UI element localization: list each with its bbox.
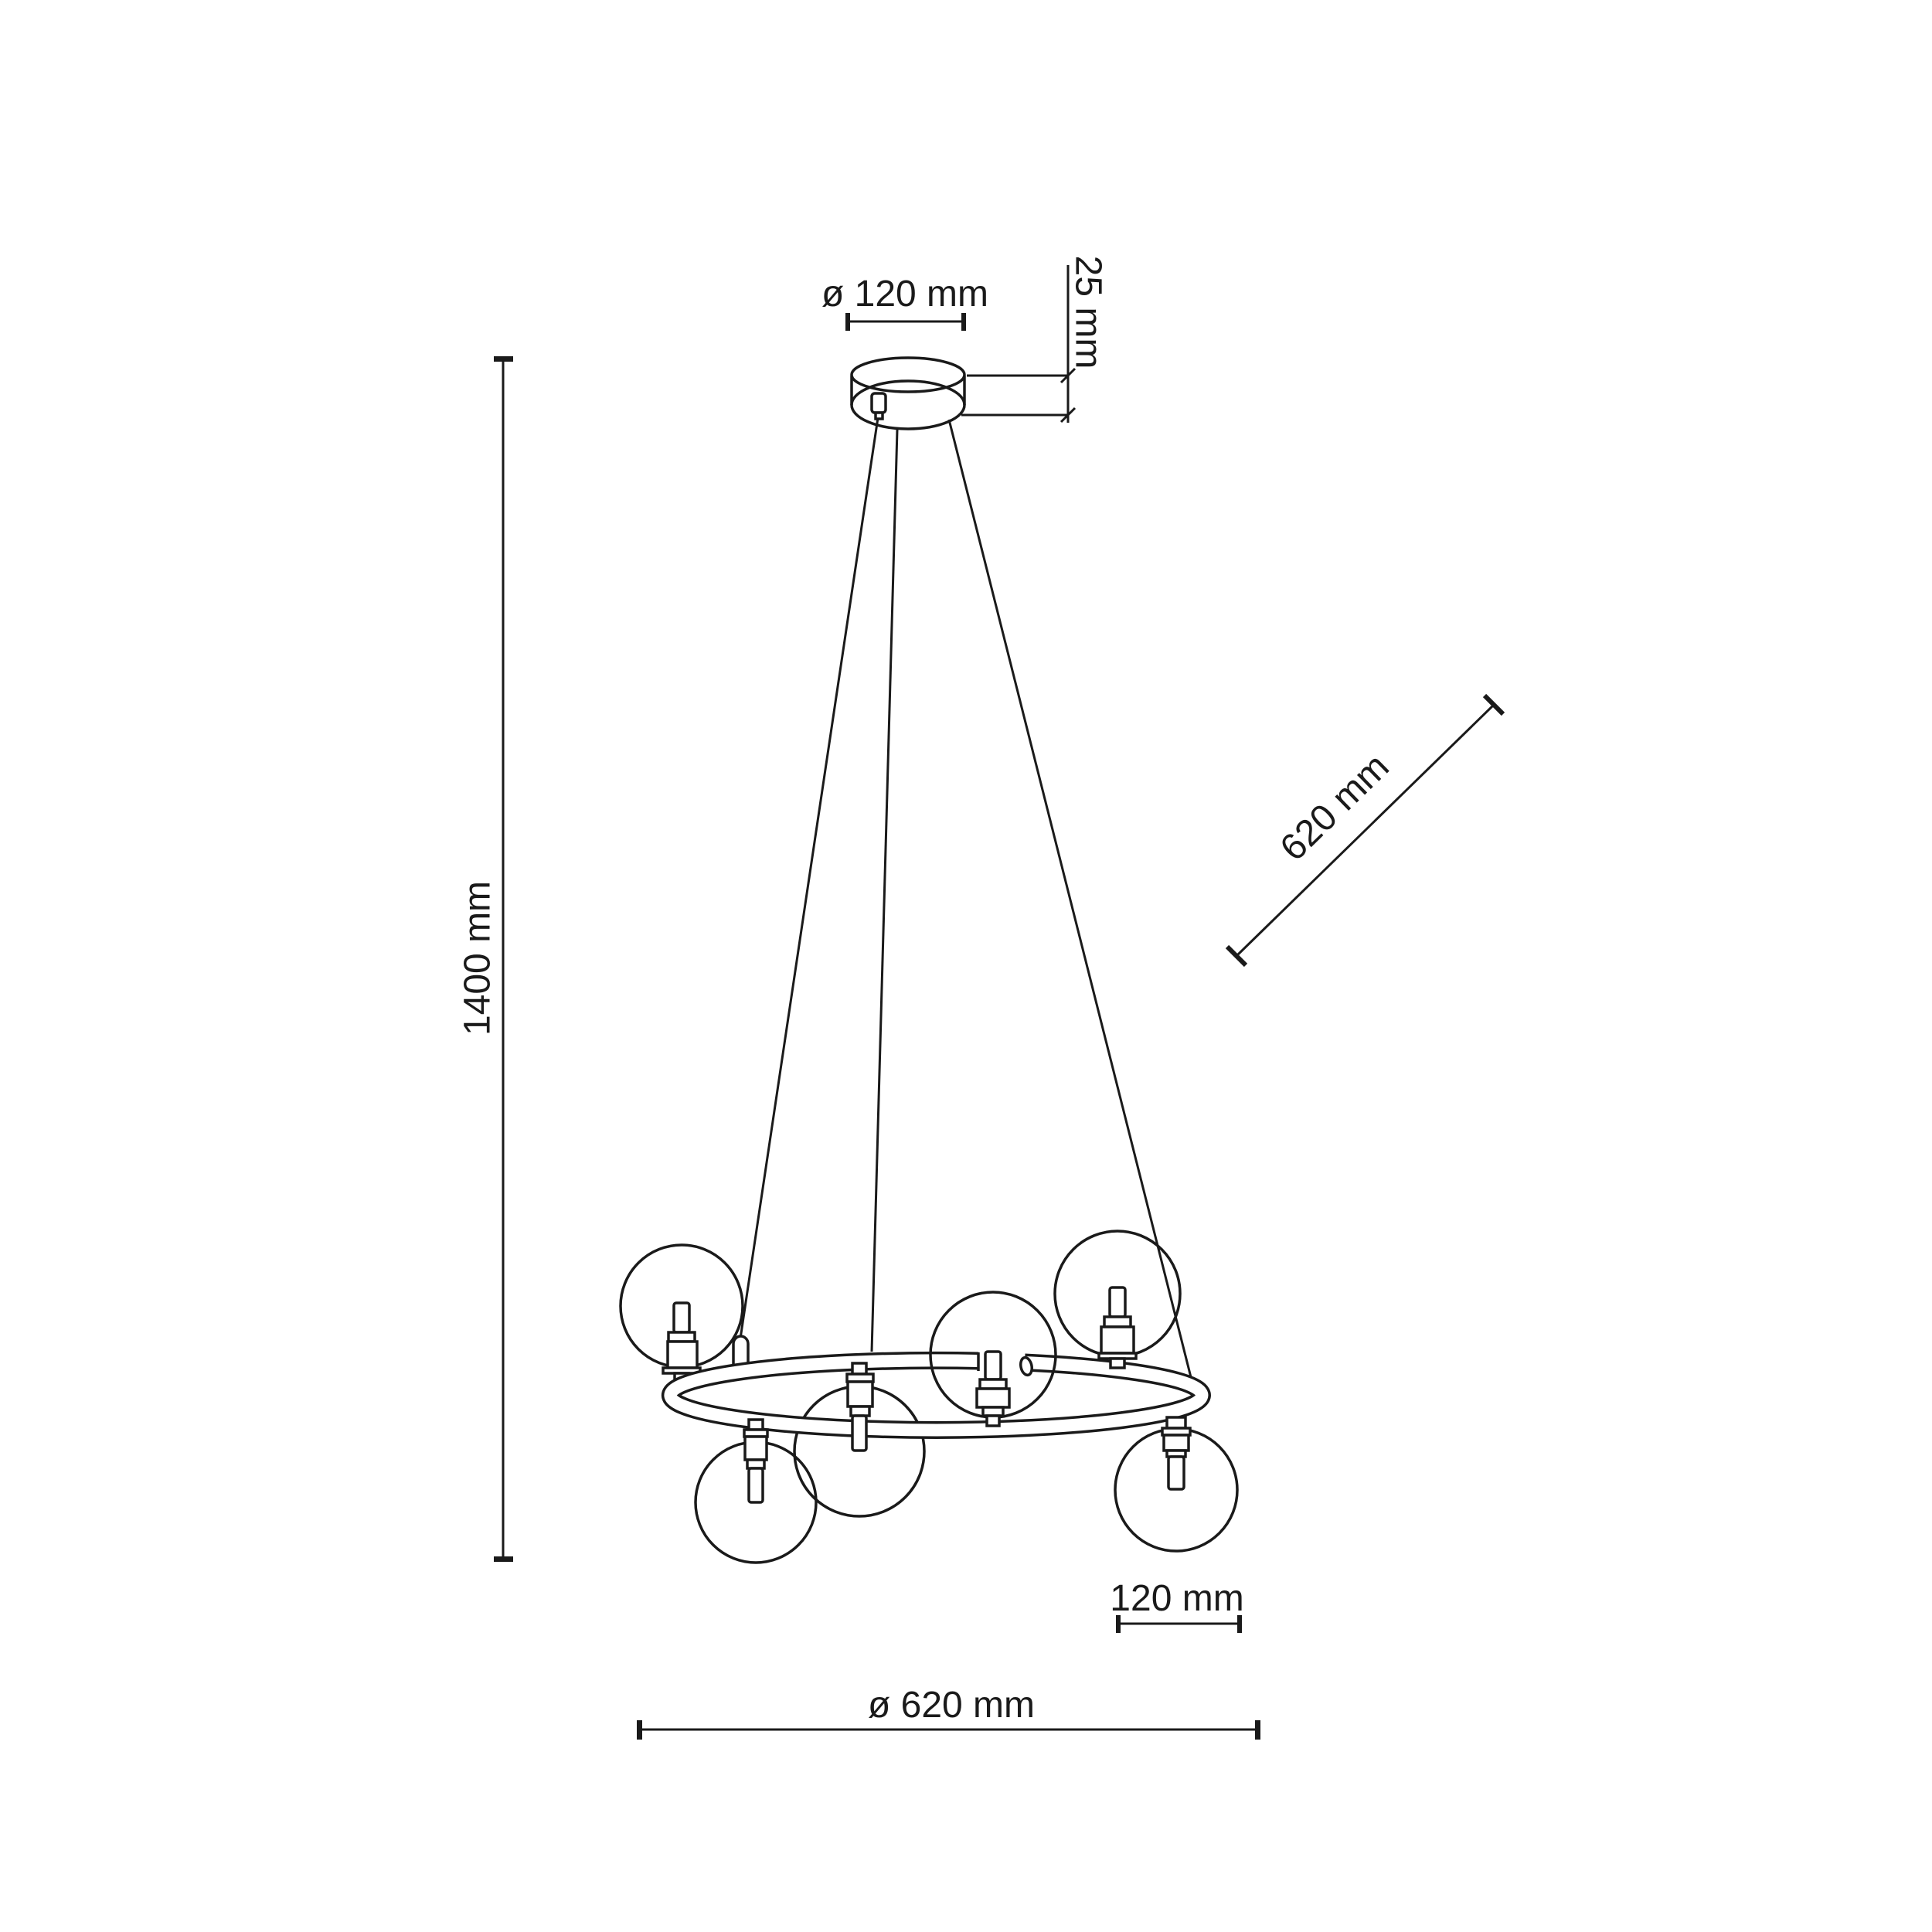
bulb-stem bbox=[985, 1352, 1001, 1379]
dim-canopy-diameter-label: ø 120 mm bbox=[821, 274, 989, 315]
socket-body bbox=[1101, 1327, 1134, 1353]
socket-cap bbox=[980, 1379, 1006, 1389]
socket-body bbox=[977, 1389, 1009, 1407]
socket-cap bbox=[668, 1332, 695, 1342]
canopy-top-ellipse bbox=[852, 358, 964, 392]
ceiling-canopy bbox=[852, 358, 964, 429]
dim-end-cap-bottom bbox=[494, 1556, 513, 1562]
dim-fixture-diameter-label: ø 620 mm bbox=[867, 1685, 1036, 1726]
dim-line bbox=[1236, 705, 1494, 956]
canopy-cord-grip-tip bbox=[876, 413, 883, 419]
socket-body bbox=[668, 1342, 697, 1368]
socket-middle-center bbox=[977, 1352, 1009, 1426]
bulb-stem bbox=[852, 1416, 866, 1451]
dim-fixture-diameter bbox=[637, 1685, 1260, 1740]
socket-top-right bbox=[1099, 1287, 1136, 1368]
socket-neck bbox=[749, 1420, 763, 1430]
socket-neck bbox=[1111, 1359, 1124, 1368]
socket-bottom-right bbox=[1162, 1417, 1190, 1489]
dim-globe-diameter bbox=[1110, 1578, 1243, 1633]
bulb-stem bbox=[1110, 1287, 1125, 1317]
dim-suspension-length bbox=[1227, 696, 1503, 965]
dim-end-cap-top bbox=[494, 356, 513, 362]
dim-canopy-height-label: 25 mm bbox=[1067, 255, 1109, 369]
glass-globes bbox=[621, 1231, 1237, 1563]
dim-end-tick-left bbox=[845, 313, 850, 331]
dim-canopy-diameter bbox=[821, 274, 988, 331]
suspension-cord-right bbox=[949, 420, 1192, 1383]
bulb-stem bbox=[1168, 1457, 1184, 1489]
socket-body bbox=[1164, 1435, 1189, 1451]
dim-total-height bbox=[457, 356, 514, 1562]
socket-cap bbox=[1104, 1317, 1131, 1327]
bulb-stem bbox=[674, 1303, 689, 1332]
socket-neck bbox=[852, 1363, 866, 1374]
suspension-cord-left bbox=[740, 413, 879, 1338]
canopy-cord-grip bbox=[872, 393, 886, 413]
suspension-cords bbox=[740, 413, 1192, 1383]
suspension-cord-center bbox=[872, 430, 897, 1352]
dim-end-tick-left bbox=[637, 1720, 642, 1740]
dim-globe-diameter-label: 120 mm bbox=[1110, 1578, 1244, 1619]
socket-bottom-center-left bbox=[744, 1420, 767, 1502]
socket-body bbox=[848, 1382, 872, 1406]
dim-end-tick-right bbox=[1255, 1720, 1260, 1740]
socket-body bbox=[745, 1437, 767, 1460]
dim-end-tick-right bbox=[961, 313, 966, 331]
dim-total-height-label: 1400 mm bbox=[457, 880, 498, 1036]
socket-cap bbox=[851, 1406, 869, 1416]
dim-suspension-length-label: 620 mm bbox=[1272, 746, 1397, 869]
bulb-stem bbox=[749, 1468, 763, 1502]
socket-clamp bbox=[1167, 1417, 1185, 1428]
socket-neck bbox=[987, 1416, 999, 1426]
